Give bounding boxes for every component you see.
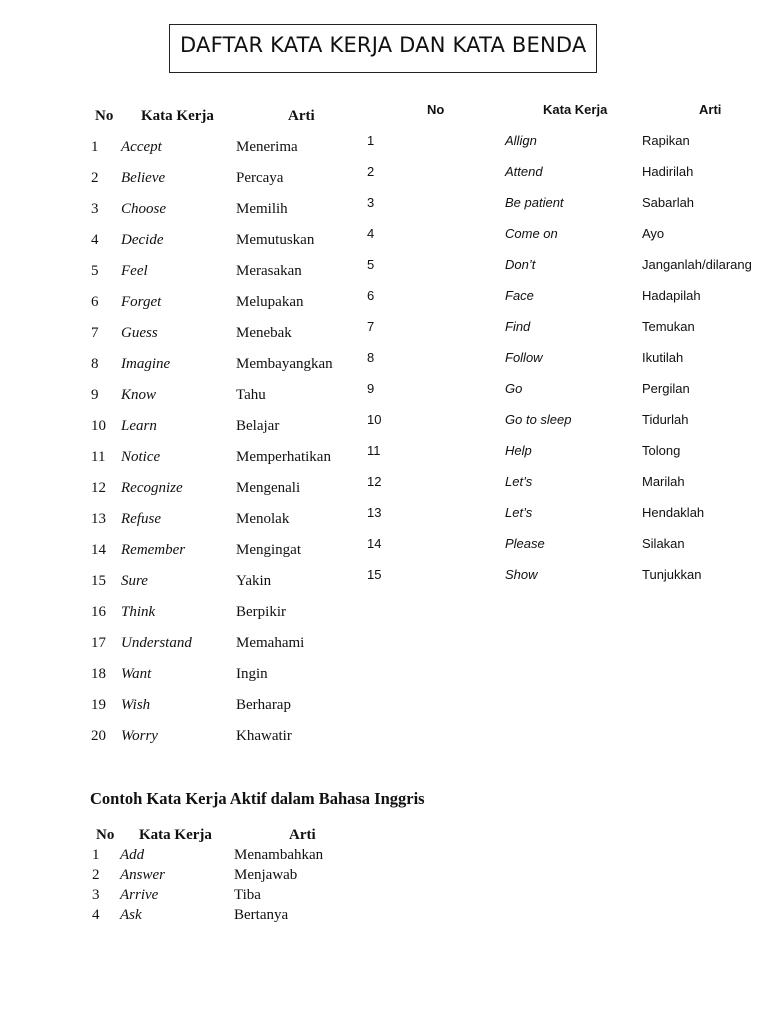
- header-verb: Kata Kerja: [141, 108, 214, 124]
- row-meaning: Tahu: [236, 387, 266, 403]
- row-number: 9: [91, 387, 99, 403]
- row-number: 12: [91, 480, 106, 496]
- row-verb: Remember: [121, 542, 186, 558]
- row-meaning: Tunjukkan: [642, 567, 702, 582]
- page-title: DAFTAR KATA KERJA DAN KATA BENDA: [180, 33, 587, 57]
- row-number: 13: [367, 505, 382, 520]
- row-verb: Refuse: [121, 511, 161, 527]
- row-verb: Ask: [120, 907, 142, 923]
- row-verb: Guess: [121, 325, 158, 341]
- row-number: 18: [91, 666, 106, 682]
- row-meaning: Hadirilah: [642, 164, 694, 179]
- row-meaning: Ingin: [236, 666, 268, 682]
- row-meaning: Khawatir: [236, 728, 292, 744]
- row-meaning: Hadapilah: [642, 288, 701, 303]
- row-verb: Feel: [121, 263, 148, 279]
- row-number: 2: [91, 170, 99, 186]
- title-box: [169, 24, 597, 73]
- row-number: 3: [367, 195, 375, 210]
- row-verb: Go to sleep: [505, 412, 572, 427]
- row-number: 4: [92, 907, 100, 923]
- row-meaning: Hendaklah: [642, 505, 705, 520]
- row-number: 6: [367, 288, 375, 303]
- row-number: 11: [91, 449, 106, 465]
- row-verb: Face: [505, 288, 534, 303]
- row-verb: Notice: [121, 449, 161, 465]
- row-verb: Help: [505, 443, 532, 458]
- row-number: 3: [91, 201, 99, 217]
- row-verb: Show: [505, 567, 538, 582]
- row-verb: Arrive: [120, 887, 159, 903]
- row-verb: Think: [121, 604, 156, 620]
- row-meaning: Temukan: [642, 319, 695, 334]
- row-verb: Let’s: [505, 505, 533, 520]
- section-title: Contoh Kata Kerja Aktif dalam Bahasa Inggris: [90, 789, 425, 808]
- row-meaning: Ayo: [642, 226, 665, 241]
- row-number: 8: [367, 350, 375, 365]
- row-meaning: Berharap: [236, 697, 291, 713]
- row-meaning: Mengenali: [236, 480, 301, 496]
- row-number: 14: [367, 536, 382, 551]
- row-verb: Please: [505, 536, 545, 551]
- row-meaning: Memutuskan: [236, 232, 315, 248]
- row-meaning: Melupakan: [236, 294, 304, 310]
- header-meaning: Arti: [289, 827, 316, 843]
- row-verb: Worry: [121, 728, 158, 744]
- row-verb: Know: [121, 387, 157, 403]
- row-number: 10: [91, 418, 106, 434]
- row-meaning: Menerima: [236, 139, 298, 155]
- row-number: 2: [92, 867, 100, 883]
- row-number: 4: [91, 232, 99, 248]
- row-number: 1: [91, 139, 99, 155]
- row-verb: Answer: [120, 867, 165, 883]
- row-number: 1: [367, 133, 375, 148]
- header-meaning: Arti: [699, 102, 722, 117]
- row-number: 12: [367, 474, 382, 489]
- row-verb: Sure: [121, 573, 148, 589]
- row-meaning: Silakan: [642, 536, 685, 551]
- row-meaning: Percaya: [236, 170, 284, 186]
- row-verb: Choose: [121, 201, 166, 217]
- row-verb: Find: [505, 319, 531, 334]
- row-verb: Come on: [505, 226, 558, 241]
- row-number: 1: [92, 847, 100, 863]
- row-meaning: Menambahkan: [234, 847, 324, 863]
- row-number: 15: [367, 567, 382, 582]
- row-verb: Decide: [121, 232, 164, 248]
- row-meaning: Tidurlah: [642, 412, 689, 427]
- row-number: 13: [91, 511, 106, 527]
- row-meaning: Memahami: [236, 635, 305, 651]
- row-verb: Imagine: [121, 356, 171, 372]
- row-number: 6: [91, 294, 99, 310]
- row-number: 5: [91, 263, 99, 279]
- row-meaning: Ikutilah: [642, 350, 684, 365]
- row-number: 9: [367, 381, 375, 396]
- row-meaning: Yakin: [236, 573, 272, 589]
- header-verb: Kata Kerja: [139, 827, 212, 843]
- row-meaning: Bertanya: [234, 907, 289, 923]
- row-number: 2: [367, 164, 375, 179]
- row-verb: Allign: [505, 133, 537, 148]
- row-meaning: Rapikan: [642, 133, 690, 148]
- row-meaning: Menebak: [236, 325, 292, 341]
- row-number: 16: [91, 604, 106, 620]
- header-no: No: [96, 827, 115, 843]
- row-meaning: Janganlah/dilarang: [642, 257, 752, 272]
- row-number: 19: [91, 697, 106, 713]
- header-no: No: [95, 108, 114, 124]
- row-meaning: Tiba: [234, 887, 261, 903]
- row-number: 14: [91, 542, 106, 558]
- header-meaning: Arti: [288, 108, 315, 124]
- row-verb: Wish: [121, 697, 151, 713]
- row-meaning: Pergilan: [642, 381, 690, 396]
- row-number: 3: [92, 887, 100, 903]
- row-verb: Follow: [505, 350, 543, 365]
- row-number: 8: [91, 356, 99, 372]
- row-number: 15: [91, 573, 106, 589]
- row-verb: Believe: [121, 170, 166, 186]
- row-meaning: Sabarlah: [642, 195, 695, 210]
- row-number: 20: [91, 728, 106, 744]
- row-number: 5: [367, 257, 375, 272]
- row-meaning: Tolong: [642, 443, 681, 458]
- row-verb: Accept: [121, 139, 162, 155]
- row-number: 17: [91, 635, 106, 651]
- row-verb: Be patient: [505, 195, 564, 210]
- row-verb: Learn: [121, 418, 157, 434]
- header-no: No: [427, 102, 445, 117]
- row-verb: Recognize: [121, 480, 183, 496]
- row-verb: Let’s: [505, 474, 533, 489]
- row-verb: Add: [120, 847, 145, 863]
- row-meaning: Belajar: [236, 418, 280, 434]
- row-meaning: Merasakan: [236, 263, 302, 279]
- row-meaning: Membayangkan: [236, 356, 333, 372]
- row-number: 7: [367, 319, 375, 334]
- row-verb: Don’t: [505, 257, 536, 272]
- row-verb: Go: [505, 381, 523, 396]
- row-meaning: Menolak: [236, 511, 290, 527]
- row-meaning: Marilah: [642, 474, 685, 489]
- row-verb: Want: [121, 666, 152, 682]
- row-meaning: Memperhatikan: [236, 449, 331, 465]
- row-number: 10: [367, 412, 382, 427]
- row-number: 7: [91, 325, 99, 341]
- row-number: 4: [367, 226, 375, 241]
- row-number: 11: [367, 443, 381, 458]
- row-meaning: Mengingat: [236, 542, 301, 558]
- row-verb: Attend: [505, 164, 543, 179]
- row-verb: Forget: [121, 294, 162, 310]
- row-meaning: Memilih: [236, 201, 288, 217]
- header-verb: Kata Kerja: [543, 102, 608, 117]
- row-meaning: Berpikir: [236, 604, 286, 620]
- row-meaning: Menjawab: [234, 867, 298, 883]
- row-verb: Understand: [121, 635, 192, 651]
